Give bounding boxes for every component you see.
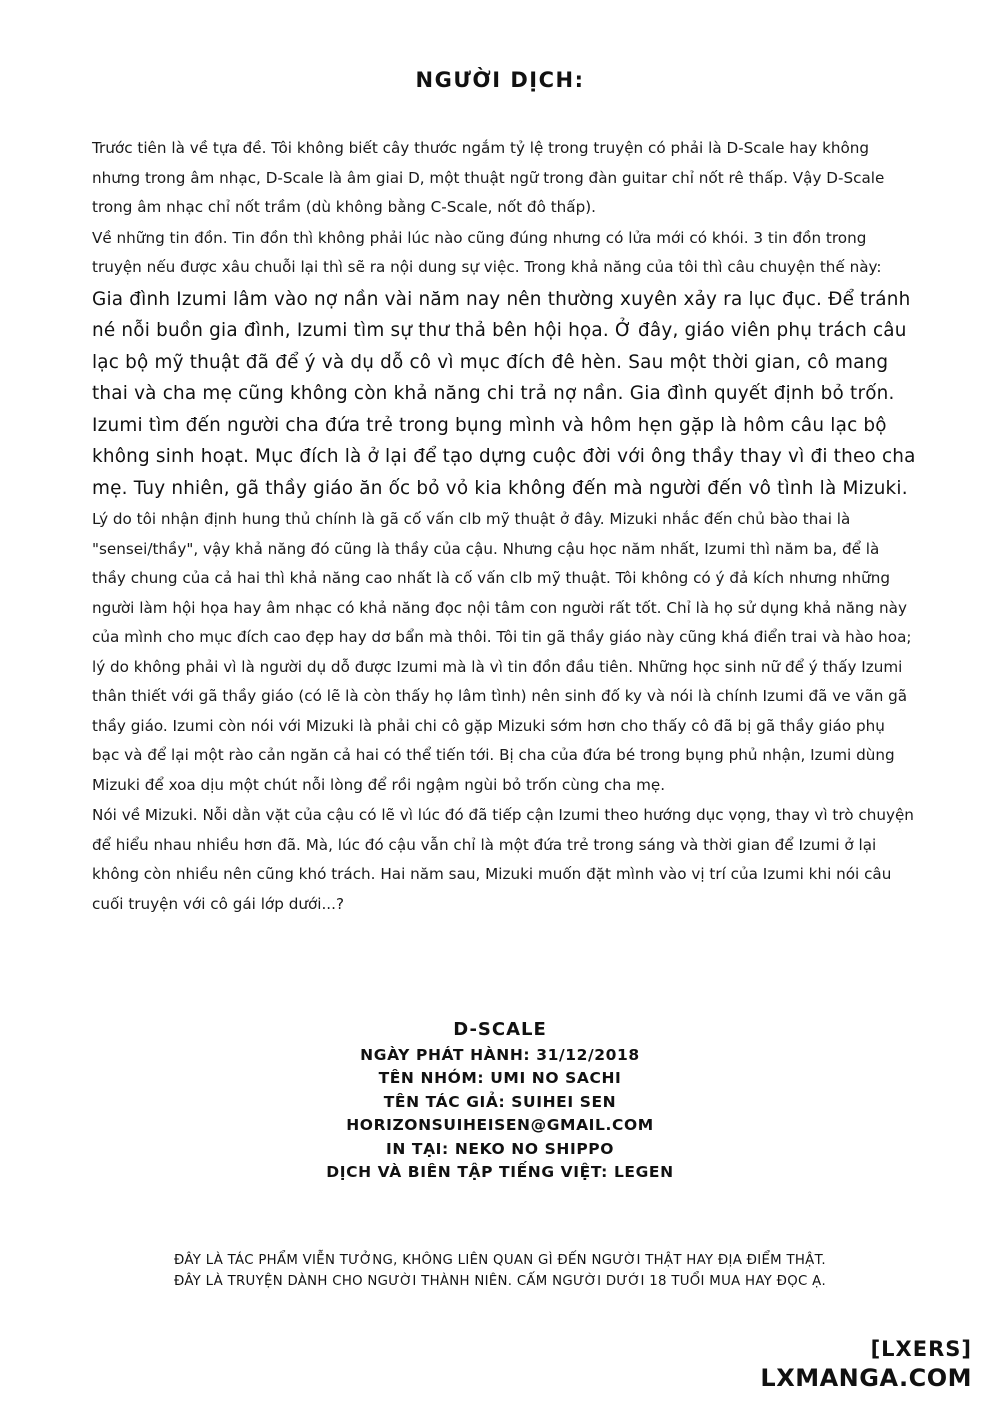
note-paragraph-highlight: Gia đình Izumi lâm vào nợ nần vài năm nay nên thường xuyên xảy ra lục đục. Để tránh né nỗi buồn gia đình, Izumi tìm sự thư thả bên hội họa. Ở đây, giáo viên phụ trách câu lạc bộ mỹ thuật đã để ý và dụ dỗ cô vì mục đích đê hèn. Sau một thời gian, cô mang thai và cha mẹ cũng không còn khả năng chi trả nợ nần. Gia đình quyết định bỏ trốn. Izumi tìm đến người cha đứa trẻ trong bụng mình và hôm hẹn gặp là hôm câu lạc bộ không sinh hoạt. Mục đích là ở lại để tạo dựng cuộc đời với ông thầy thay vì đi theo cha mẹ. Tuy nhiên, gã thầy giáo ăn ốc bỏ vỏ kia không đến mà người đến vô tình là Mizuki. bbox=[92, 288, 916, 499]
disclaimer-line-age: ĐÂY LÀ TRUYỆN DÀNH CHO NGƯỜI THÀNH NIÊN. CẤM NGƯỜI DƯỚI 18 TUỔI MUA HAY ĐỌC Ạ. bbox=[173, 1274, 827, 1289]
credits-block bbox=[0, 1018, 1000, 1185]
note-paragraph: Trước tiên là về tựa đề. Tôi không biết cây thước ngắm tỷ lệ trong truyện có phải là D-Scale hay không nhưng trong âm nhạc, D-Scale là âm giai D, một thuật ngữ trong đàn guitar chỉ nốt rê thấp. Vậy D-Scale trong âm nhạc chỉ nốt trầm (dù không bằng C-Scale, nốt đô thấp). bbox=[92, 139, 885, 216]
credit-line-release-date: NGÀY PHÁT HÀNH: 31/12/2018 bbox=[360, 1045, 640, 1064]
credit-line-translator: DỊCH VÀ BIÊN TẬP TIẾNG VIỆT: LEGEN bbox=[326, 1163, 674, 1181]
page-title: NGƯỜI DỊCH: bbox=[415, 68, 585, 92]
note-paragraph: Nói về Mizuki. Nỗi dằn vặt của cậu có lẽ vì lúc đó đã tiếp cận Izumi theo hướng dục vọng, thay vì trò chuyện để hiểu nhau nhiều hơn đã. Mà, lúc đó cậu vẫn chỉ là một đứa trẻ trong sáng và thời gian để Izumi ở lại không còn nhiều nên cũng khó trách. Hai năm sau, Mizuki muốn đặt mình vào vị trí của Izumi khi nói câu cuối truyện với cô gái lớp dưới...? bbox=[92, 806, 914, 913]
credit-line-title: D-SCALE bbox=[453, 1019, 547, 1040]
credit-line-author: TÊN TÁC GIẢ: SUIHEI SEN bbox=[383, 1092, 617, 1111]
note-paragraph: Lý do tôi nhận định hung thủ chính là gã cố vấn clb mỹ thuật ở đây. Mizuki nhắc đến chủ bào thai là "sensei/thầy", vậy khả năng đó cũng là thầy của cậu. Nhưng cậu học năm nhất, Izumi thì năm ba, để là thầy chung của cả hai thì khả năng cao nhất là cố vấn clb mỹ thuật. Tôi không có ý đả kích nhưng những người làm hội họa hay âm nhạc có khả năng đọc nội tâm con người rất tốt. Chỉ là họ sử dụng khả năng này của mình cho mục đích cao đẹp hay dơ bẩn mà thôi. Tôi tin gã thầy giáo này cũng khá điển trai và hào hoa; lý do không phải vì là người dụ dỗ được Izumi mà là vì tin đồn đầu tiên. Những học sinh nữ để ý thấy Izumi thân thiết với gã thầy giáo (có lẽ là còn thấy họ lâm tình) nên sinh đố ky và nói là chính Izumi đã ve vãn gã thầy giáo. Izumi còn nói với Mizuki là phải chi cô gặp Mizuki sớm hơn cho thấy cô đã bị gã thầy giáo phụ bạc và để lại một rào cản ngăn cả hai có thể tiến tới. Bị cha của đứa bé trong bụng phủ nhận, Izumi dùng Mizuki để xoa dịu một chút nỗi lòng để rồi ngậm ngùi bỏ trốn cùng cha mẹ. bbox=[92, 510, 912, 794]
watermark-group: [LXERS] bbox=[870, 1337, 972, 1361]
credit-line-printer: IN TẠI: NEKO NO SHIPPO bbox=[385, 1139, 615, 1158]
watermark bbox=[760, 1336, 972, 1393]
watermark-site: LXMANGA.COM bbox=[760, 1364, 972, 1392]
disclaimer-line-fiction: ĐÂY LÀ TÁC PHẨM VIỄN TƯỞNG, KHÔNG LIÊN QUAN GÌ ĐẾN NGƯỜI THẬT HAY ĐỊA ĐIỂM THẬT. bbox=[174, 1253, 826, 1268]
note-paragraph: Về những tin đồn. Tin đồn thì không phải lúc nào cũng đúng nhưng có lửa mới có khói. 3 tin đồn trong truyện nếu được xâu chuỗi lại thì sẽ ra nội dung sự việc. Trong khả năng của tôi thì câu chuyện thế này: bbox=[92, 228, 882, 276]
credit-line-email: HORIZONSUIHEISEN@GMAIL.COM bbox=[346, 1116, 654, 1134]
credit-line-group: TÊN NHÓM: UMI NO SACHI bbox=[378, 1069, 622, 1087]
translator-notes bbox=[92, 134, 916, 920]
disclaimer-block bbox=[0, 1250, 1000, 1292]
